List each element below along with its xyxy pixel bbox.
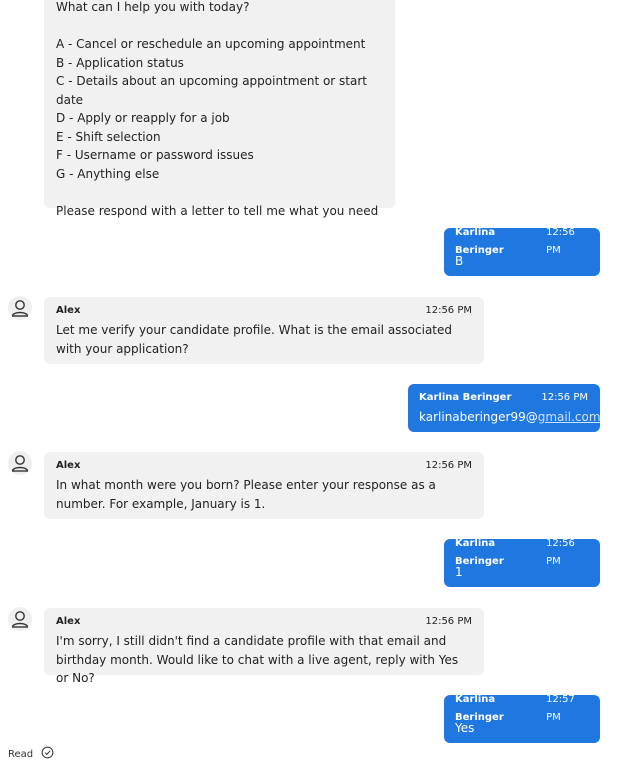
read-receipt: [8, 746, 54, 762]
menu-option-e: E - Shift selection: [56, 129, 161, 144]
bot-avatar-icon: [8, 451, 32, 475]
bot-message: [44, 452, 484, 519]
message-time: 12:56 PM: [425, 459, 472, 471]
message-time: 12:56 PM: [541, 391, 588, 403]
email-prefix: karlinaberinger99@: [419, 410, 538, 424]
sender-name: Alex: [56, 459, 81, 471]
check-circle-icon: [41, 746, 54, 762]
menu-option-f: F - Username or password issues: [56, 148, 254, 162]
user-message: [444, 695, 600, 743]
email-domain-link[interactable]: gmail.com: [537, 410, 601, 424]
sender-name: Karlina Beringer: [419, 391, 512, 403]
menu-instruction: Please respond with a letter to tell me what you need: [56, 203, 379, 218]
sender-name: Karlina Beringer: [455, 226, 504, 256]
menu-option-d: D - Apply or reapply for a job: [56, 111, 230, 125]
menu-line: What can I help you with today?: [56, 0, 250, 14]
sender-name: Karlina Beringer: [455, 693, 504, 723]
read-label: Read: [8, 748, 34, 760]
message-time: 12:56 PM: [546, 537, 575, 567]
message-text: 1: [455, 565, 463, 579]
bot-avatar-icon: [8, 607, 32, 631]
user-message: [444, 228, 600, 276]
bot-message: [44, 608, 484, 685]
bot-message: [44, 297, 484, 364]
user-message: [444, 539, 600, 587]
message-text: [408, 405, 600, 427]
bot-message-menu: [44, 0, 395, 218]
message-text: I'm sorry, I still didn't find a candidate profile with that email and birthday month. Would like to chat with a live agent, reply with Yes or No?: [56, 634, 459, 685]
message-text: B: [455, 254, 464, 268]
user-message: [408, 384, 600, 432]
menu-text: [44, 0, 395, 220]
message-time: 12:56 PM: [546, 226, 575, 256]
menu-option-c: C - Details about an upcoming appointment or start date: [56, 74, 367, 107]
sender-name: Karlina Beringer: [455, 537, 504, 567]
sender-name: Alex: [56, 615, 81, 627]
menu-option-a: A - Cancel or reschedule an upcoming appointment: [56, 37, 366, 51]
sender-name: Alex: [56, 304, 81, 316]
message-text: In what month were you born? Please enter your response as a number. For example, January is 1.: [56, 478, 436, 511]
message-time: 12:56 PM: [425, 615, 472, 627]
menu-option-b: B - Application status: [56, 55, 184, 70]
menu-option-g: G - Anything else: [56, 166, 160, 181]
message-text: Yes: [455, 721, 475, 735]
message-time: 12:57 PM: [546, 693, 575, 723]
bot-avatar-icon: [8, 296, 32, 320]
message-text: Let me verify your candidate profile. What is the email associated with your application?: [56, 323, 453, 356]
message-time: 12:56 PM: [425, 304, 472, 316]
